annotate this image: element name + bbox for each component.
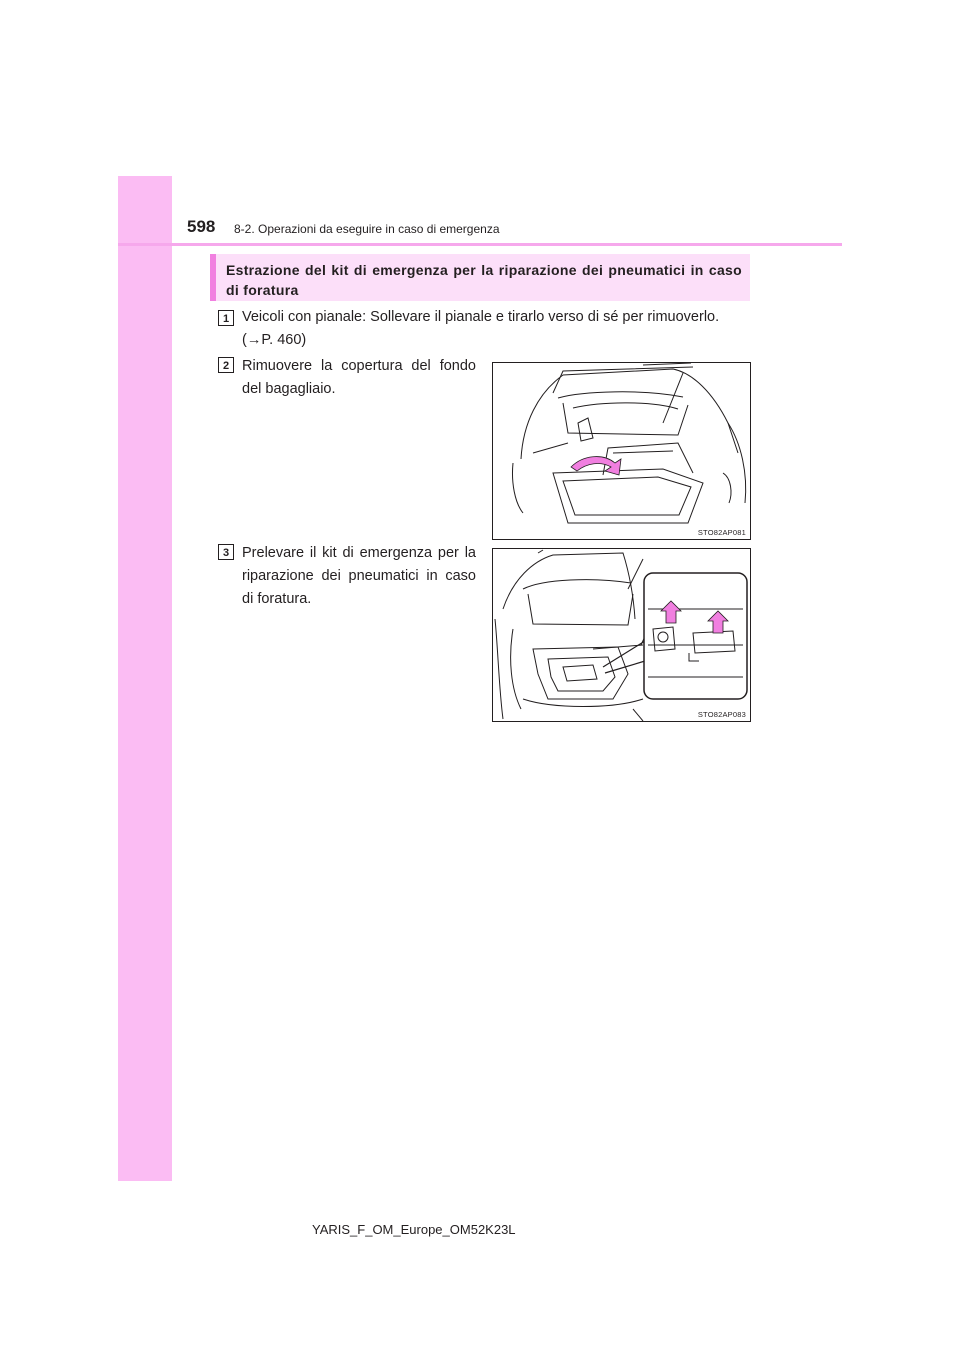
figure-code: STO82AP083 (697, 710, 746, 719)
header-rule (118, 243, 842, 246)
trunk-cover-drawing (493, 363, 750, 539)
heading-accent-bar (210, 254, 216, 301)
step-3-line-3: di foratura. (242, 591, 312, 607)
step-1-line-2: (→P. 460) (242, 332, 307, 348)
step-1-number: 1 (218, 310, 234, 326)
trunk-cover-illustration (492, 362, 751, 540)
sidebar-tab (118, 176, 172, 1181)
repair-kit-illustration (492, 548, 751, 722)
heading-text: Estrazione del kit di emergenza per la riparazione dei pneumatici in caso di foratura (226, 262, 742, 298)
step-3-number: 3 (218, 544, 234, 560)
step-1-line-1: Veicoli con pianale: Sollevare il pianale e tirarlo verso di sé per rimuoverlo. (242, 309, 720, 325)
step-2-line-1: Rimuovere la copertura del fondo (242, 358, 476, 374)
section-title: 8-2. Operazioni da eseguire in caso di emergenza (234, 222, 500, 236)
step-3-line-2: riparazione dei pneumatici in caso (242, 568, 476, 584)
step-3-line-1: Prelevare il kit di emergenza per la (242, 545, 476, 561)
footer-document-code: YARIS_F_OM_Europe_OM52K23L (312, 1222, 516, 1237)
step-2-number: 2 (218, 357, 234, 373)
figure-code: STO82AP081 (697, 528, 746, 537)
section-heading (210, 254, 750, 301)
step-2-line-2: del bagagliaio. (242, 381, 336, 397)
page-number: 598 (187, 217, 216, 236)
repair-kit-drawing (493, 549, 750, 721)
